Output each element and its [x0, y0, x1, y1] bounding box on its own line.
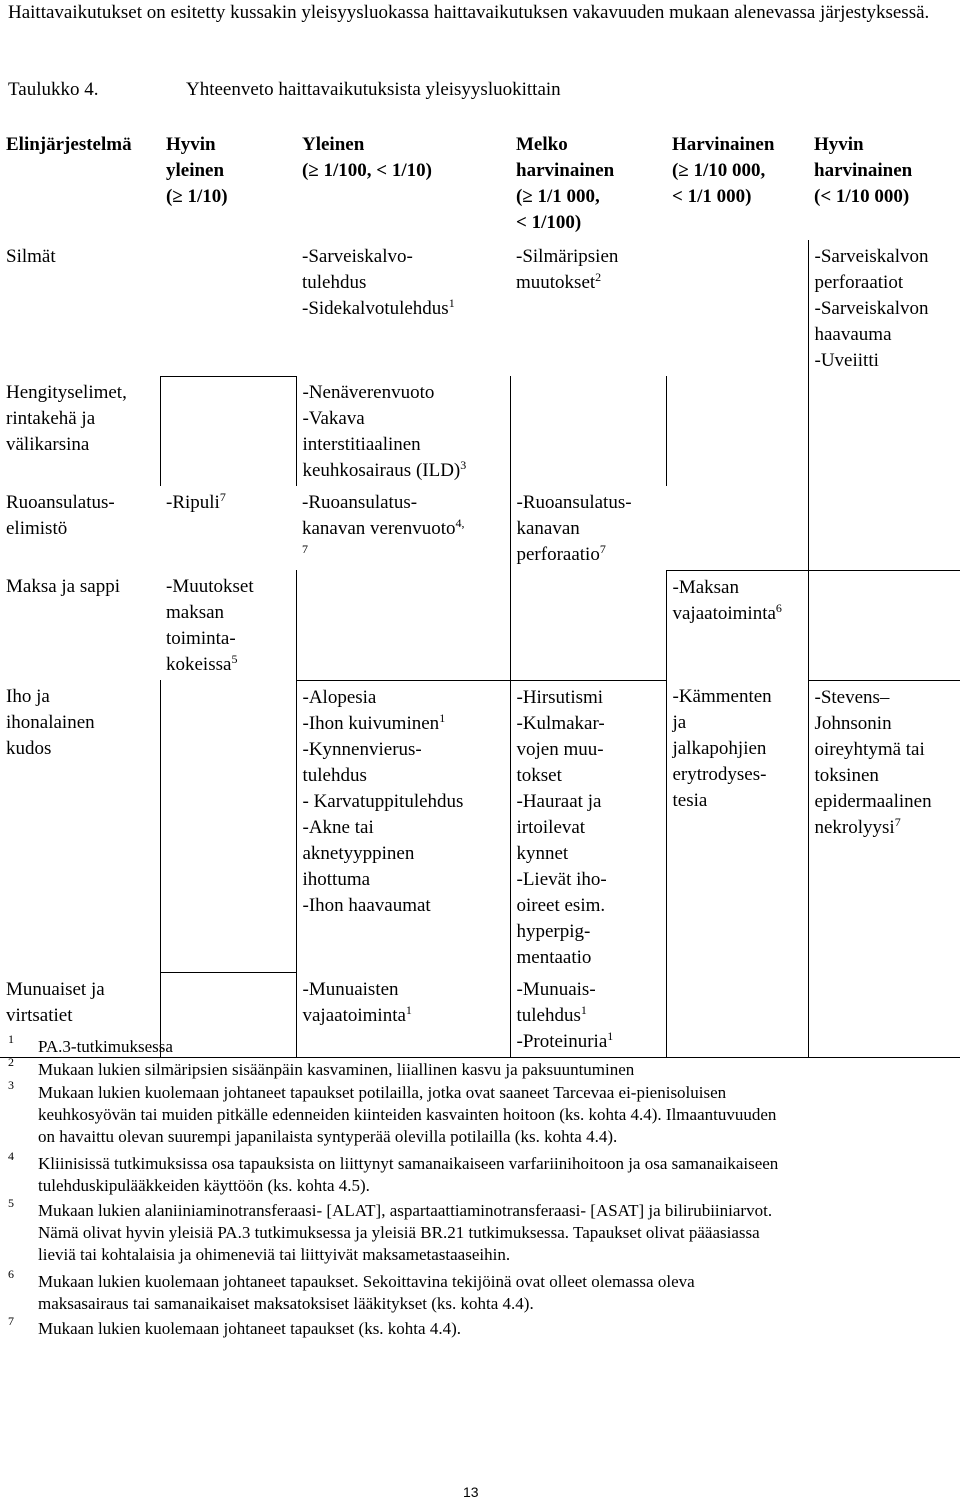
table-caption-label: Taulukko 4.	[8, 79, 99, 100]
very-common-cell: -Muutokset maksan toiminta- kokeissa$^5$	[166, 576, 254, 675]
uncommon-cell: -Silmäripsien muutokset$^2$	[516, 246, 619, 293]
footnote-number: 4	[8, 1149, 14, 1163]
footnote-number: 5	[8, 1196, 14, 1210]
footnote-number: 7	[8, 1314, 14, 1328]
rare-cell	[666, 240, 808, 376]
uncommon-cell	[510, 570, 666, 680]
very-rare-cell	[808, 570, 960, 680]
uncommon-cell: -Ruoansulatus- kanavan perforaatio$^7$	[510, 486, 666, 570]
footnote-text: Mukaan lukien kuolemaan johtaneet tapaukset potilailla, jotka ovat saaneet Tarcevaa ei-pienisoluisen keuhkosyövän tai muiden pitkälle edenneiden kiinteiden kasvainten hoitoon (ks. kohta 4.4). Ilmaantuvuuden on havaittu olevan suurempi japanilaista syntyperää olevilla potilailla (ks. kohta 4.4).	[38, 1083, 777, 1146]
very-rare-cell	[808, 376, 960, 486]
very-common-cell	[160, 680, 296, 973]
very-rare-cell: -Sarveiskalvon perforaatiot -Sarveiskalvon haavauma -Uveiitti	[814, 246, 929, 371]
footnote-text: Mukaan lukien alaniiniaminotransferaasi- [ALAT], aspartaattiaminotransferaasi- [ASAT] ja bilirubiiniarvot. Nämä olivat hyvin yleisiä PA.3 tutkimuksessa ja yleisiä BR.21 tutkimuksessa. Tapaukset olivat pääasiassa lieviä tai kohtalaisia ja ohimeneviä tai liittyivät maksametastaaseihin.	[38, 1201, 773, 1264]
header-very-common: Hyvin yleinen (≥ 1/10)	[166, 134, 228, 207]
organ-cell: Munuaiset ja virtsatiet	[0, 973, 160, 1058]
table-row-liver	[0, 570, 960, 680]
footnote-number: 1	[8, 1032, 14, 1046]
very-rare-cell	[808, 486, 960, 570]
very-common-cell: -Ripuli$^7$	[166, 490, 226, 513]
footnote-number: 6	[8, 1267, 14, 1281]
header-common: Yleinen (≥ 1/100, < 1/10)	[302, 134, 432, 181]
rare-cell: -Maksan vajaatoiminta$^6$	[672, 576, 782, 624]
rare-cell	[666, 376, 808, 486]
header-organ-system: Elinjärjestelmä	[6, 134, 132, 155]
table-row-respiratory	[0, 376, 960, 486]
header-uncommon: Melko harvinainen (≥ 1/1 000, < 1/100)	[516, 134, 615, 233]
organ-cell: Maksa ja sappi	[6, 576, 120, 597]
organ-cell: Ruoansulatus- elimistö	[6, 492, 115, 539]
very-rare-cell: -Stevens– Johnsonin oireyhtymä tai toksinen epidermaalinen nekrolyysi$^7$	[808, 680, 960, 973]
table-row-skin	[0, 680, 960, 973]
footnote-text: PA.3-tutkimuksessa	[38, 1037, 173, 1056]
footnote-number: 2	[8, 1055, 14, 1069]
common-cell	[296, 570, 510, 680]
rare-cell: -Kämmenten ja jalkapohjien erytrodyses- tesia	[666, 680, 808, 973]
organ-cell: Silmät	[6, 246, 56, 267]
uncommon-cell	[510, 376, 666, 486]
uncommon-cell: -Hirsutismi -Kulmakar- vojen muu- tokset -Hauraat ja irtoilevat kynnet -Lievät iho- oireet esim. hyperpig- mentaatio	[510, 680, 666, 973]
very-common-cell	[160, 376, 296, 486]
common-cell: -Nenäverenvuoto -Vakava interstitiaalinen keuhkosairaus (ILD)$^3$	[302, 382, 467, 481]
rare-cell	[666, 486, 808, 570]
common-cell: -Sarveiskalvo- tulehdus -Sidekalvotulehdus$^1$	[302, 246, 455, 319]
common-cell: -Munuaisten vajaatoiminta$^1$	[296, 973, 510, 1058]
common-cell: -Ruoansulatus- kanavan verenvuoto$^{4, 7}$	[302, 492, 465, 556]
organ-cell: Hengityselimet, rintakehä ja välikarsina	[6, 382, 127, 455]
table-row-gastrointestinal	[0, 486, 960, 570]
common-cell: -Alopesia -Ihon kuivuminen$^1$ -Kynnenvierus- tulehdus - Karvatuppitulehdus -Akne tai aknetyyppinen ihottuma -Ihon haavaumat	[302, 686, 464, 916]
header-very-rare: Hyvin harvinainen (< 1/10 000)	[814, 134, 913, 207]
footnote-text: Mukaan lukien kuolemaan johtaneet tapaukset (ks. kohta 4.4).	[38, 1319, 461, 1338]
header-rare: Harvinainen (≥ 1/10 000, < 1/1 000)	[672, 134, 775, 207]
page-number: 13	[463, 1484, 479, 1500]
footnote-number: 3	[8, 1078, 14, 1092]
organ-cell: Iho ja ihonalainen kudos	[6, 686, 95, 759]
footnote-text: Kliinisissä tutkimuksissa osa tapauksista on liittynyt samanaikaiseen varfariinihoitoon ja osa samanaikaiseen tulehduskipulääkkeiden käyttöön (ks. kohta 4.5).	[38, 1154, 779, 1195]
very-common-cell	[160, 240, 296, 376]
uncommon-cell: -Munuais- tulehdus$^1$ -Proteinuria$^1$	[510, 973, 666, 1058]
table-caption-title: Yhteenveto haittavaikutuksista yleisyysluokittain	[186, 79, 561, 100]
table-header-row	[0, 128, 960, 240]
footnote-text: Mukaan lukien kuolemaan johtaneet tapaukset. Sekoittavina tekijöinä ovat olleet olemassa oleva maksasairaus tai samanaikaiset maksatoksiset lääkitykset (ks. kohta 4.4).	[38, 1272, 695, 1313]
footnote-text: Mukaan lukien silmäripsien sisäänpäin kasvaminen, liiallinen kasvu ja paksuuntuminen	[38, 1060, 635, 1079]
adverse-effects-table	[0, 128, 960, 1058]
intro-text: Haittavaikutukset on esitetty kussakin yleisyysluokassa haittavaikutuksen vakavuuden mukaan alenevassa järjestyksessä.	[8, 2, 930, 23]
table-row-eyes	[0, 240, 960, 376]
